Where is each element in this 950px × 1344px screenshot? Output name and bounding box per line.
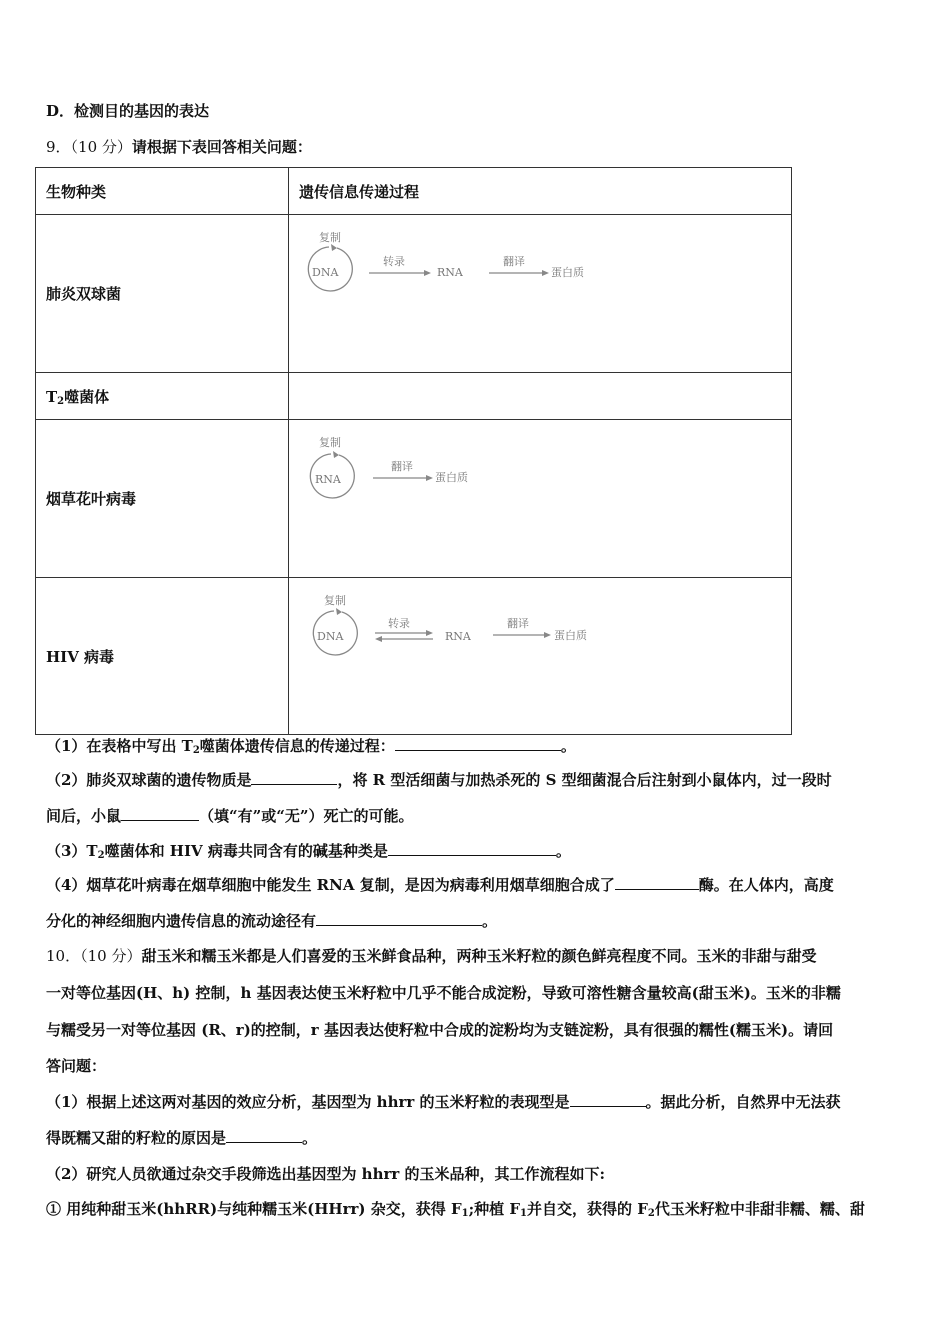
q9-sub1-text-b: 噬菌体遗传信息的传递过程： [199,737,395,755]
transcribe-label: 转录 [383,255,405,268]
q9-sub4-text-b: 酶。在人体内，高度 [698,876,834,894]
q9-sub4-text-a: （4）烟草花叶病毒在烟草细胞中能发生 RNA 复制，是因为病毒利用烟草细胞合成了 [46,876,615,894]
protein-label: 蛋白质 [551,266,584,279]
question-number: 9． [46,138,71,156]
reverse-transcribe-arrowhead [375,636,382,642]
answer-blank[interactable] [570,1092,646,1107]
q10-sub2: （2）研究人员欲通过杂交手段筛选出基因型为 hhrr 的玉米品种，其工作流程如下: [46,1165,606,1183]
pneumococcus-flow-diagram [289,215,793,372]
question-9-heading [46,137,312,157]
replicate-label: 复制 [319,436,341,449]
replicate-arrowhead [331,244,337,251]
answer-blank[interactable] [388,841,556,856]
question-10-line1 [46,946,816,966]
protein-label: 蛋白质 [554,629,587,642]
q9-sub2-line2 [46,806,414,826]
organism-pneumococcus: 肺炎双球菌 [36,215,289,373]
q9-sub2-text-d: （填“有”或“无”）死亡的可能。 [199,807,414,825]
q10-sub1-text-c: 得既糯又甜的籽粒的原因是 [46,1129,227,1147]
translate-label: 翻译 [507,617,529,630]
q9-sub2-text-c: 间后，小鼠 [46,807,122,825]
period: 。 [555,842,571,860]
q9-sub4-line2 [46,911,497,931]
q9-sub3-text-a: （3）T [46,842,98,860]
t2-main: T [46,387,58,406]
q10-sub1-text-a: （1）根据上述这两对基因的效应分析，基因型为 hhrr 的玉米籽粒的表现型是 [46,1093,570,1111]
period: 。 [482,912,498,930]
q9-sub2-text-b: ，将 R 型活细菌与加热杀死的 S 型细菌混合后注射到小鼠体内，过一段时 [337,771,832,789]
q9-sub2-line1 [46,770,832,790]
subscript: 1 [461,1208,469,1219]
q9-sub3-text-b: 噬菌体和 HIV 病毒共同含有的碱基种类是 [104,842,388,860]
replicate-arrowhead [333,451,339,458]
rna-label: RNA [315,473,341,486]
step1-text-a: ① 用纯种甜玉米(hhRR)与纯种糯玉米(HHrr) 杂交，获得 F [46,1200,462,1218]
process-cell [289,215,792,373]
step1-text-b: ;种植 F [468,1200,520,1218]
q9-sub4-line1 [46,875,834,895]
organism-hiv: HIV 病毒 [36,578,289,735]
transcribe-arrowhead [426,630,433,636]
dna-label: DNA [312,266,339,279]
answer-blank[interactable] [316,911,482,926]
table-row [36,215,792,373]
q10-paragraph-1: 甜玉米和糯玉米都是人们喜爱的玉米鲜食品种，两种玉米籽粒的颜色鲜亮程度不同。玉米的非甜与甜受 [141,947,817,965]
transcribe-label: 转录 [388,617,410,630]
q10-sub1-line1 [46,1092,841,1112]
option-d: D．检测目的基因的表达 [46,102,210,120]
process-cell [289,578,792,735]
rna-label: RNA [437,266,463,279]
q10-paragraph-2: 一对等位基因(H、h) 控制，h 基因表达使玉米籽粒中几乎不能合成淀粉，导致可溶性糖含量较高(甜玉米)。玉米的非糯 [46,984,841,1002]
answer-blank[interactable] [121,806,199,821]
replicate-arrowhead [336,608,342,615]
table-row [36,373,792,420]
answer-blank[interactable] [615,875,699,890]
period: 。 [560,737,576,755]
translate-label: 翻译 [503,255,525,268]
dna-label: DNA [317,630,344,643]
genetic-info-table [35,167,792,735]
transcribe-arrowhead [424,270,431,276]
question-number: 10． [46,947,81,965]
translate-label: 翻译 [391,460,413,473]
q10-paragraph-3: 与糯受另一对等位基因 (R、r)的控制，r 基因表达使籽粒中合成的淀粉均为支链淀粉，具有很强的糯性(糯玉米)。请回 [46,1021,834,1039]
protein-label: 蛋白质 [435,471,468,484]
answer-blank[interactable] [226,1128,302,1143]
answer-blank[interactable] [251,770,337,785]
header-organism: 生物种类 [36,168,289,215]
replicate-label: 复制 [319,231,341,244]
question-prompt: 请根据下表回答相关问题： [131,138,312,156]
translate-arrowhead [542,270,549,276]
q9-sub1 [46,736,576,761]
subscript: 2 [97,850,105,861]
process-cell-empty[interactable] [289,373,792,420]
step1-text-d: 代玉米籽粒中非甜非糯、糯、甜 [654,1200,865,1218]
q10-sub1-text-b: 。据此分析，自然界中无法获 [645,1093,841,1111]
header-process: 遗传信息传递过程 [289,168,792,215]
table-row [36,420,792,578]
q9-sub2-text-a: （2）肺炎双球菌的遗传物质是 [46,771,252,789]
q9-sub1-text-a: （1）在表格中写出 T [46,737,193,755]
subscript: 2 [647,1208,655,1219]
table-header-row [36,168,792,215]
step1-text-c: 并自交，获得的 F [526,1200,648,1218]
subscript: 1 [520,1208,527,1219]
t2-rest: 噬菌体 [64,387,110,406]
t2-subscript: 2 [57,395,65,407]
period: 。 [302,1129,318,1147]
rna-label: RNA [445,630,471,643]
answer-blank[interactable] [395,736,561,751]
hiv-flow-diagram [289,578,793,734]
translate-arrowhead [426,475,433,481]
replicate-label: 复制 [324,594,346,607]
table-row [36,578,792,735]
organism-t2-phage [36,373,289,420]
q9-sub4-text-c: 分化的神经细胞内遗传信息的流动途径有 [46,912,317,930]
q9-sub3 [46,841,571,866]
q10-paragraph-4: 答问题： [46,1057,107,1075]
tmv-flow-diagram [289,420,793,577]
organism-tmv: 烟草花叶病毒 [36,420,289,578]
question-score: （10 分） [80,947,142,965]
q10-sub1-line2 [46,1128,317,1148]
translate-arrowhead [544,632,551,638]
process-cell [289,420,792,578]
q10-step1 [46,1199,865,1224]
question-score: （10 分） [70,138,132,156]
subscript: 2 [192,745,200,756]
